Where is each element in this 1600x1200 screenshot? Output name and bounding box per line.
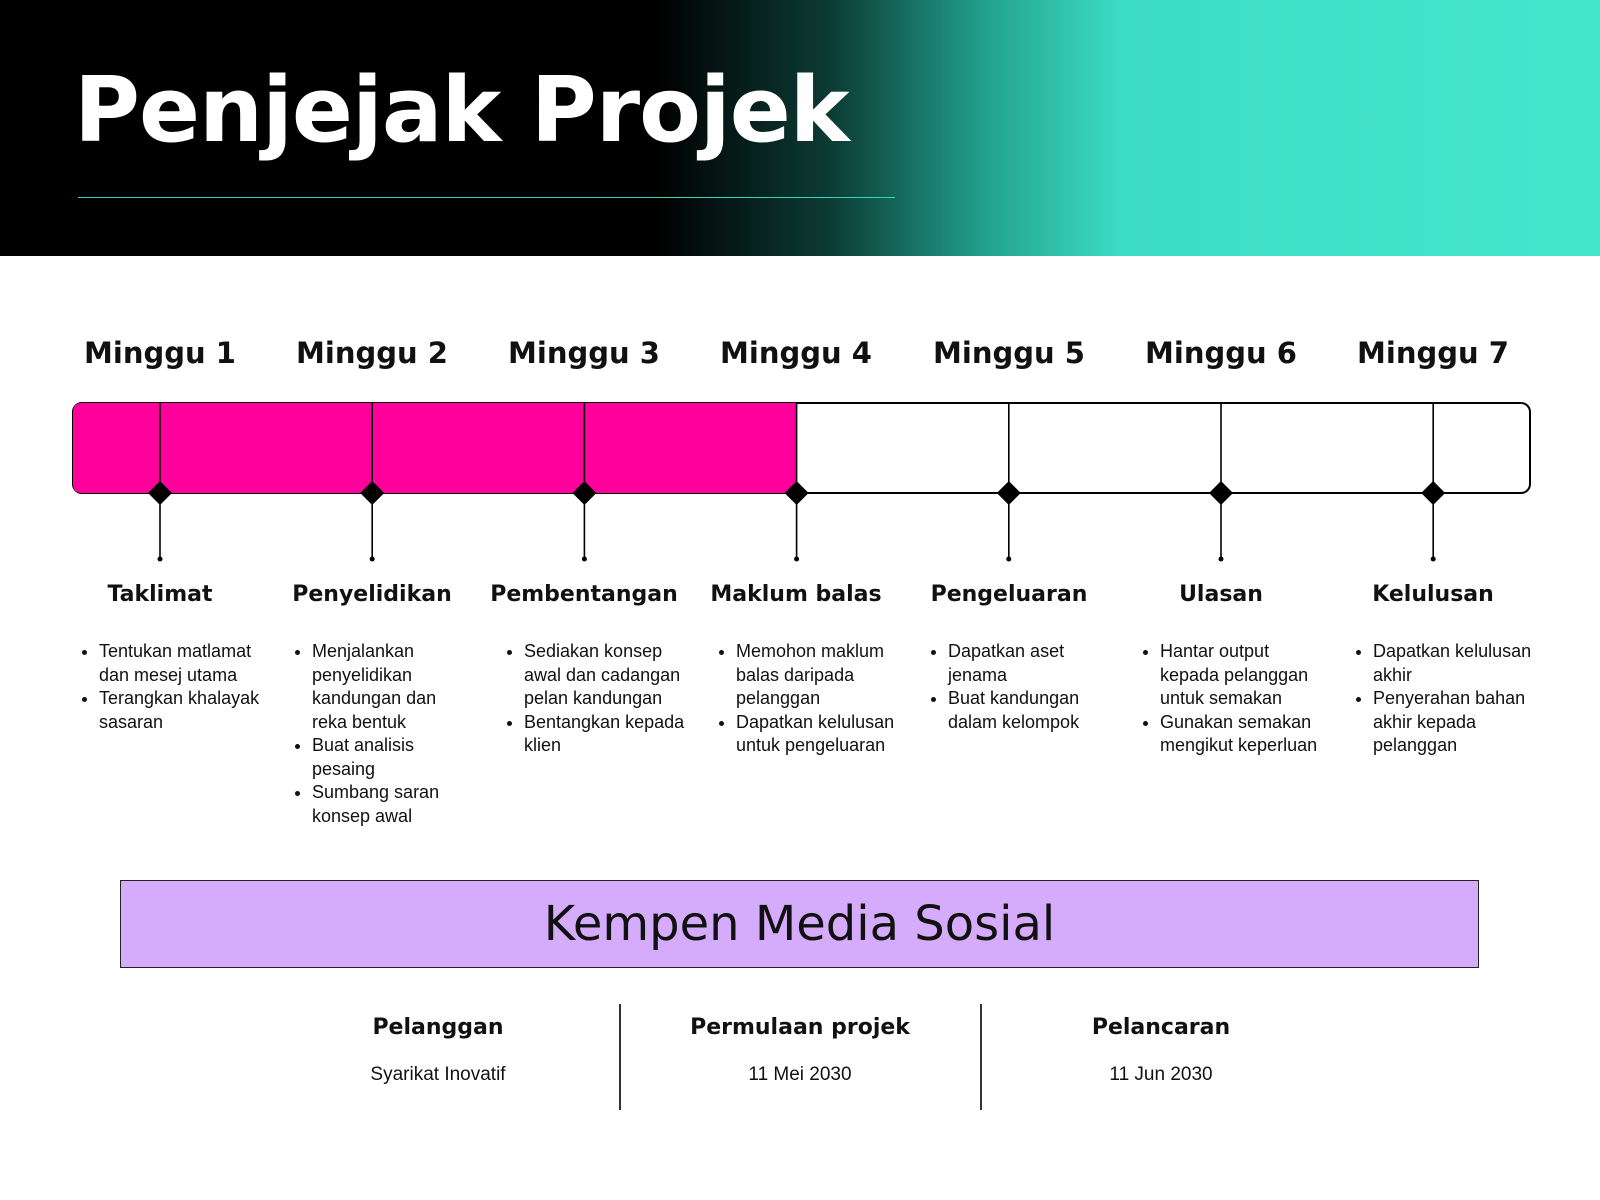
week-marker-dot-1 (158, 557, 163, 562)
week-label-2: Minggu 2 (296, 336, 448, 370)
info-value-launch: 11 Jun 2030 (1109, 1064, 1213, 1085)
phase-title-7: Kelulusan (1372, 582, 1494, 607)
week-label-6: Minggu 6 (1145, 336, 1297, 370)
timeline-bar (0, 0, 1600, 580)
info-divider-2 (980, 1004, 982, 1110)
task-item: • Penyerahan bahan akhir kepada pelanggan (1373, 687, 1535, 758)
task-list-2 (288, 640, 474, 828)
phase-title-2: Penyelidikan (292, 582, 452, 607)
task-item: • Dapatkan kelulusan akhir (1373, 640, 1535, 687)
task-list-7 (1349, 640, 1535, 758)
timeline-progress-fill (73, 403, 797, 493)
week-label-7: Minggu 7 (1357, 336, 1509, 370)
task-item: • Gunakan semakan mengikut keperluan (1160, 711, 1322, 758)
phase-title-3: Pembentangan (490, 582, 678, 607)
task-item: • Bentangkan kepada klien (524, 711, 686, 758)
task-item: • Buat kandungan dalam kelompok (948, 687, 1110, 734)
info-client (288, 1010, 588, 1088)
info-label-start: Permulaan projek (690, 1015, 910, 1040)
task-list-4 (712, 640, 898, 758)
task-item: • Dapatkan aset jenama (948, 640, 1110, 687)
task-item: • Memohon maklum balas daripada pelanggan (736, 640, 898, 711)
week-label-1: Minggu 1 (84, 336, 236, 370)
task-item: • Hantar output kepada pelanggan untuk semakan (1160, 640, 1322, 711)
task-item: • Dapatkan kelulusan untuk pengeluaran (736, 711, 898, 758)
info-label-client: Pelanggan (372, 1015, 504, 1040)
phase-title-4: Maklum balas (710, 582, 882, 607)
info-value-start: 11 Mei 2030 (748, 1064, 852, 1085)
task-list-3 (500, 640, 686, 758)
task-item: • Buat analisis pesaing (312, 734, 474, 781)
week-marker-dot-7 (1431, 557, 1436, 562)
task-item: • Terangkan khalayak sasaran (99, 687, 261, 734)
week-label-3: Minggu 3 (508, 336, 660, 370)
info-launch (1011, 1010, 1311, 1088)
task-list-1 (75, 640, 261, 734)
week-marker-dot-3 (582, 557, 587, 562)
campaign-title: Kempen Media Sosial (543, 896, 1056, 952)
phase-title-1: Taklimat (107, 582, 213, 607)
info-divider-1 (619, 1004, 621, 1110)
info-label-launch: Pelancaran (1091, 1015, 1231, 1040)
week-marker-dot-2 (370, 557, 375, 562)
week-marker-dot-4 (794, 557, 799, 562)
task-item: • Tentukan matlamat dan mesej utama (99, 640, 261, 687)
info-project-start (650, 1010, 950, 1088)
page-title: Penjejak Projek (74, 58, 849, 163)
info-value-client: Syarikat Inovatif (370, 1064, 506, 1085)
week-label-4: Minggu 4 (720, 336, 872, 370)
campaign-banner (120, 880, 1479, 968)
week-label-5: Minggu 5 (933, 336, 1085, 370)
task-item: • Menjalankan penyelidikan kandungan dan reka bentuk (312, 640, 474, 734)
phase-title-5: Pengeluaran (930, 582, 1088, 607)
task-list-6 (1136, 640, 1322, 758)
task-list-5 (924, 640, 1110, 734)
task-item: • Sumbang saran konsep awal (312, 781, 474, 828)
phase-title-6: Ulasan (1179, 582, 1263, 607)
week-marker-dot-6 (1219, 557, 1224, 562)
task-item: • Sediakan konsep awal dan cadangan pelan kandungan (524, 640, 686, 711)
week-marker-dot-5 (1006, 557, 1011, 562)
